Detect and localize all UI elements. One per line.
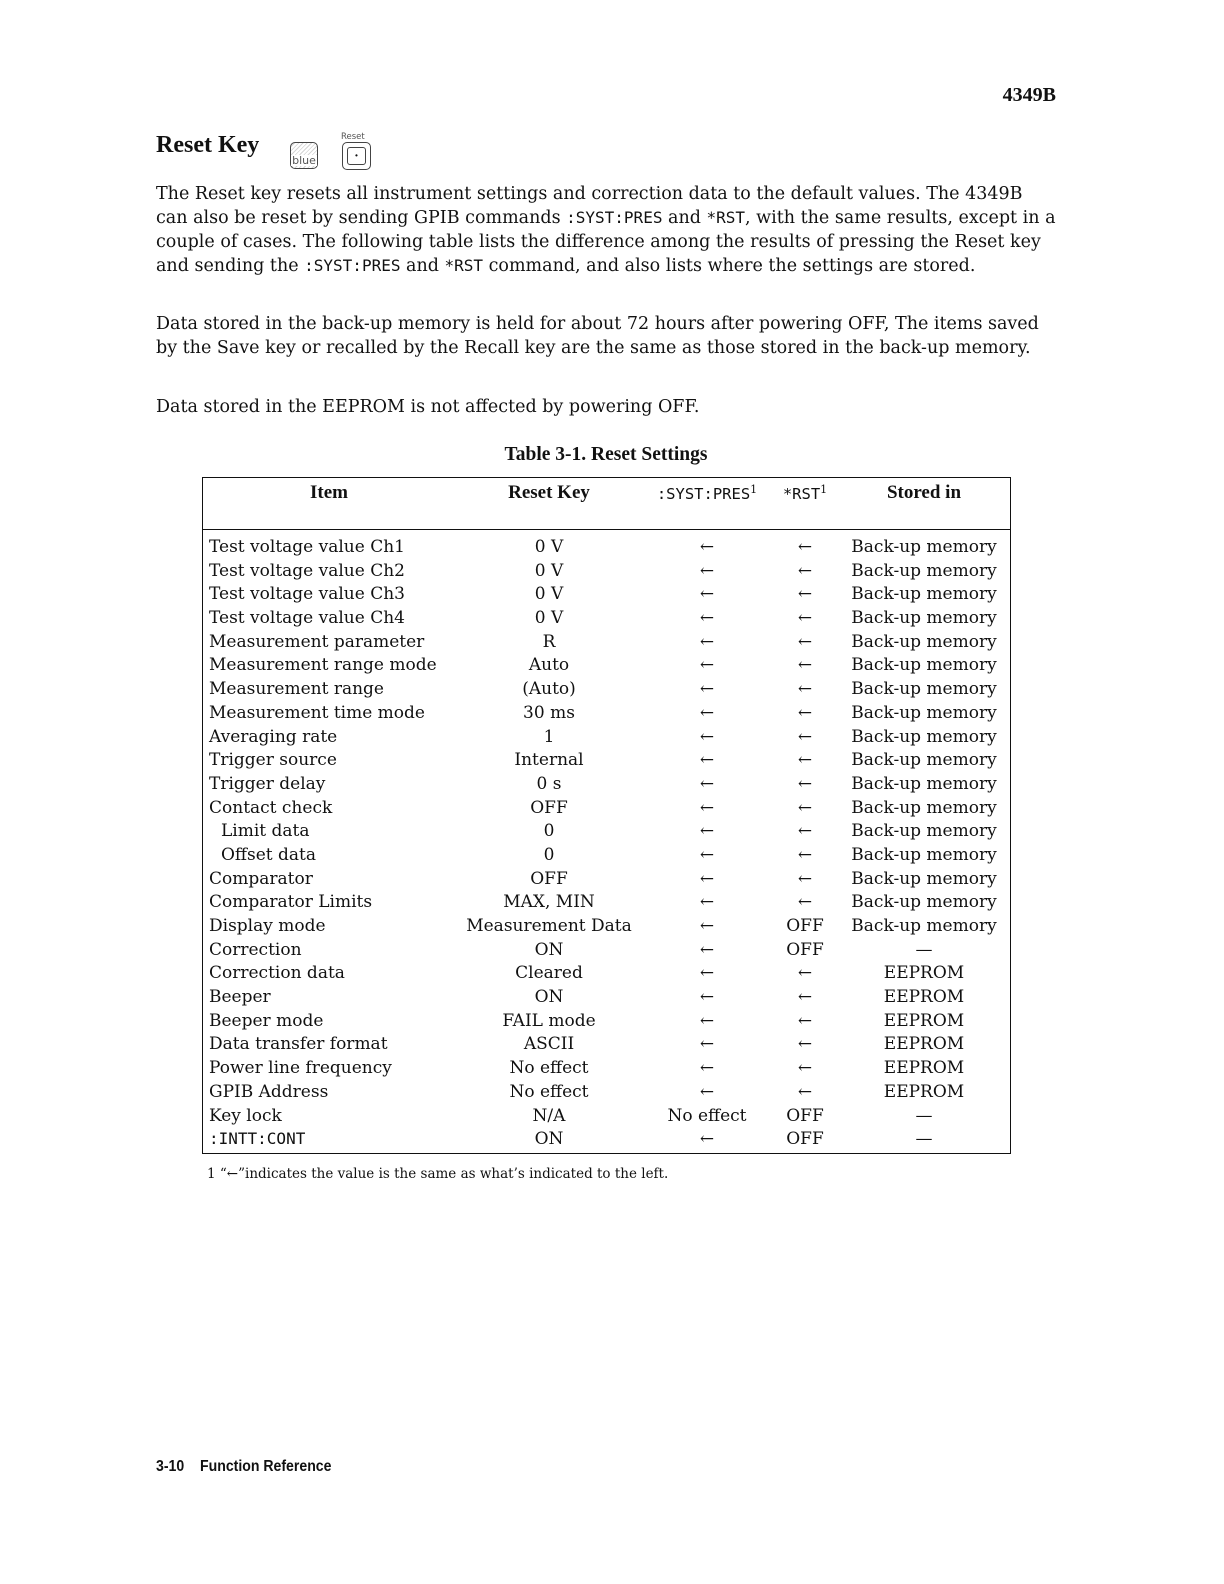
cell-reset-key: 0 s [536, 773, 562, 794]
cell-syst-pres: ← [699, 702, 715, 723]
cell-reset-key: OFF [530, 868, 568, 889]
cell-syst-pres: ← [699, 608, 715, 629]
cell-syst-pres: ← [699, 821, 715, 842]
cell-syst-pres: ← [699, 987, 715, 1008]
cell-syst-pres: ← [699, 750, 715, 771]
header-syst-pres [637, 483, 777, 503]
cell-item: Test voltage value Ch1 [209, 537, 405, 557]
cell-reset-key: No effect [509, 1081, 589, 1102]
table-header-row [203, 478, 1010, 530]
cell-stored-in: EEPROM [883, 1010, 965, 1031]
cell-syst-pres: ← [699, 1081, 715, 1102]
table-row [203, 961, 1010, 985]
cell-item: Test voltage value Ch3 [209, 584, 405, 605]
cell-item: Limit data [221, 821, 310, 842]
cell-stored-in: Back-up memory [851, 916, 997, 936]
cell-stored-in: Back-up memory [851, 537, 997, 557]
table-row [203, 938, 1010, 962]
table-caption: Table 3-1. Reset Settings [504, 444, 708, 465]
cell-stored-in: EEPROM [883, 1081, 965, 1102]
text-run: command, and also lists where the settings are stored. [483, 256, 976, 276]
cell-item: Beeper [209, 987, 271, 1008]
cell-syst-pres: ← [699, 560, 715, 581]
cell-stored-in: Back-up memory [851, 726, 997, 747]
cell-reset-key: ON [534, 1129, 564, 1150]
page-footer [156, 1458, 331, 1476]
cell-reset-key: R [542, 631, 556, 652]
table-row [203, 867, 1010, 891]
cell-syst-pres: ← [699, 868, 715, 889]
cell-syst-pres: ← [699, 1010, 715, 1031]
cell-rst: ← [797, 679, 813, 700]
cell-syst-pres: ← [699, 773, 715, 794]
cell-rst: OFF [786, 916, 824, 936]
cell-rst: ← [797, 584, 813, 605]
cell-stored-in: EEPROM [883, 1034, 965, 1055]
cell-reset-key: 30 ms [523, 702, 575, 723]
table-row [203, 772, 1010, 796]
cell-syst-pres: ← [699, 963, 715, 984]
cell-item: :INTT:CONT [209, 1129, 306, 1149]
table-body [203, 530, 1010, 1153]
cell-stored-in: Back-up memory [851, 797, 997, 818]
table-row [203, 701, 1010, 725]
cell-rst: ← [797, 726, 813, 747]
cell-syst-pres: ← [699, 655, 715, 676]
cell-rst: OFF [786, 1129, 824, 1150]
reset-key-caption: Reset [341, 132, 365, 142]
command-rst: *RST [706, 208, 746, 227]
cell-rst: ← [797, 1058, 813, 1079]
cell-rst: ← [797, 560, 813, 581]
cell-item: Beeper mode [209, 1010, 324, 1031]
cell-reset-key: 0 [543, 821, 555, 842]
cell-rst: ← [797, 537, 813, 557]
cell-stored-in: Back-up memory [851, 702, 997, 723]
cell-reset-key: MAX, MIN [503, 892, 595, 913]
cell-item: Contact check [209, 797, 333, 818]
page-number: 3-10 [156, 1458, 185, 1475]
cell-rst: ← [797, 821, 813, 842]
cell-item: Measurement range mode [209, 655, 437, 676]
cell-rst: ← [797, 702, 813, 723]
cell-reset-key: Cleared [515, 963, 583, 984]
reset-key-icon [342, 142, 371, 170]
table-row [203, 890, 1010, 914]
table-row [203, 1009, 1010, 1033]
table-row [203, 606, 1010, 630]
model-number: 4349B [1002, 84, 1056, 106]
cell-stored-in: — [915, 939, 933, 960]
table-row [203, 748, 1010, 772]
cell-rst: ← [797, 797, 813, 818]
paragraph-eeprom: Data stored in the EEPROM is not affected by powering OFF. [156, 397, 700, 417]
cell-stored-in: Back-up memory [851, 868, 997, 889]
cell-stored-in: Back-up memory [851, 560, 997, 581]
command-rst: *RST [444, 256, 484, 275]
cell-reset-key: 0 [543, 844, 555, 865]
blue-key-label: blue [292, 154, 316, 167]
cell-stored-in: EEPROM [883, 963, 965, 984]
cell-syst-pres: ← [699, 939, 715, 960]
cell-stored-in: Back-up memory [851, 892, 997, 913]
blue-key-icon [290, 142, 318, 169]
cell-stored-in: Back-up memory [851, 608, 997, 629]
table-row [203, 1080, 1010, 1104]
cell-reset-key: OFF [530, 797, 568, 818]
cell-rst: ← [797, 1034, 813, 1055]
cell-item: GPIB Address [209, 1081, 329, 1102]
cell-item: Measurement parameter [209, 631, 425, 652]
command-syst-pres: :SYST:PRES [304, 256, 401, 275]
cell-reset-key: ON [534, 939, 564, 960]
cell-rst: ← [797, 963, 813, 984]
text-run: and [400, 256, 445, 276]
cell-syst-pres: ← [699, 844, 715, 865]
command-syst-pres: :SYST:PRES [566, 208, 663, 227]
cell-syst-pres: ← [699, 1034, 715, 1055]
footer-section: Function Reference [200, 1458, 332, 1475]
cell-reset-key: ASCII [523, 1034, 575, 1055]
paragraph-intro [156, 182, 1056, 278]
table-footnote: 1 “←”indicates the value is the same as what’s indicated to the left. [207, 1166, 669, 1182]
cell-item: Comparator [209, 868, 313, 889]
header-item: Item [310, 482, 348, 503]
cell-reset-key: 0 V [534, 584, 564, 605]
cell-syst-pres: ← [699, 537, 715, 557]
cell-rst: ← [797, 844, 813, 865]
cell-rst: ← [797, 608, 813, 629]
cell-syst-pres: ← [699, 584, 715, 605]
cell-stored-in: Back-up memory [851, 750, 997, 771]
cell-stored-in: — [915, 1105, 933, 1126]
cell-reset-key: 1 [543, 726, 555, 747]
header-syst-pres-text: :SYST:PRES [656, 485, 751, 504]
cell-stored-in: — [915, 1129, 933, 1150]
cell-stored-in: Back-up memory [851, 773, 997, 794]
cell-item: Key lock [209, 1105, 282, 1126]
cell-stored-in: Back-up memory [851, 584, 997, 605]
text-run: , with the same results, except in a couple of cases. The following table lists the difference among the results of pressing the Reset key and sending the [156, 208, 1056, 276]
cell-syst-pres: ← [699, 726, 715, 747]
table-row [203, 796, 1010, 820]
cell-item: Test voltage value Ch2 [209, 560, 405, 581]
cell-syst-pres: ← [699, 916, 715, 936]
paragraph-backup-memory: Data stored in the back-up memory is held for about 72 hours after powering OFF, The items saved by the Save key or recalled by the Recall key are the same as those stored in the back-up memory. [156, 314, 1039, 358]
cell-rst: ← [797, 655, 813, 676]
cell-item: Offset data [221, 844, 317, 865]
table-row [203, 843, 1010, 867]
cell-reset-key: N/A [532, 1105, 566, 1126]
cell-reset-key: ON [534, 987, 564, 1008]
cell-rst: ← [797, 987, 813, 1008]
cell-rst: ← [797, 892, 813, 913]
reset-key-symbol: · [354, 148, 359, 163]
cell-syst-pres: ← [699, 679, 715, 700]
cell-reset-key: FAIL mode [502, 1010, 596, 1031]
table-row [203, 677, 1010, 701]
cell-syst-pres: ← [699, 1058, 715, 1079]
reset-settings-table [202, 477, 1011, 1154]
cell-rst: ← [797, 868, 813, 889]
cell-syst-pres: No effect [667, 1105, 747, 1126]
table-row [203, 582, 1010, 606]
cell-rst: ← [797, 750, 813, 771]
cell-syst-pres: ← [699, 892, 715, 913]
cell-item: Display mode [209, 916, 326, 936]
table-row [203, 725, 1010, 749]
header-rst [765, 483, 845, 503]
text-run: The Reset key resets all instrument settings and correction data to the default values. The 4349B can also be reset by sending GPIB commands [156, 184, 1023, 228]
cell-rst: OFF [786, 939, 824, 960]
cell-syst-pres: ← [699, 631, 715, 652]
cell-rst: ← [797, 1081, 813, 1102]
cell-item: Measurement range [209, 679, 384, 700]
cell-reset-key: Internal [514, 750, 584, 771]
table-row [203, 559, 1010, 583]
cell-item: Data transfer format [209, 1034, 388, 1055]
text-run: and [662, 208, 707, 228]
cell-reset-key: (Auto) [522, 679, 576, 700]
footnote-marker: 1 [820, 483, 828, 496]
table-row [203, 1032, 1010, 1056]
cell-item: Trigger delay [209, 773, 326, 794]
cell-item: Correction [209, 939, 302, 960]
cell-item: Comparator Limits [209, 892, 373, 913]
cell-stored-in: EEPROM [883, 987, 965, 1008]
cell-item: Test voltage value Ch4 [209, 608, 405, 629]
cell-rst: ← [797, 631, 813, 652]
cell-item: Measurement time mode [209, 702, 425, 723]
cell-item: Trigger source [209, 750, 337, 771]
cell-reset-key: 0 V [534, 537, 564, 557]
footnote-marker: 1 [750, 483, 758, 496]
cell-reset-key: No effect [509, 1058, 589, 1079]
cell-item: Power line frequency [209, 1058, 392, 1079]
cell-reset-key: Auto [528, 655, 570, 676]
cell-syst-pres: ← [699, 797, 715, 818]
cell-item: Averaging rate [209, 726, 338, 747]
cell-stored-in: Back-up memory [851, 631, 997, 652]
cell-rst: ← [797, 1010, 813, 1031]
cell-reset-key: 0 V [534, 608, 564, 629]
cell-reset-key: 0 V [534, 560, 564, 581]
table-row [203, 630, 1010, 654]
section-title: Reset Key [156, 132, 260, 158]
table-row [203, 914, 1010, 938]
cell-reset-key: Measurement Data [466, 916, 632, 936]
cell-stored-in: Back-up memory [851, 679, 997, 700]
table-row [203, 985, 1010, 1009]
table-row [203, 535, 1010, 559]
table-row [203, 1104, 1010, 1128]
cell-rst: OFF [786, 1105, 824, 1126]
header-stored-in: Stored in [886, 482, 962, 503]
table-row [203, 1056, 1010, 1080]
cell-stored-in: Back-up memory [851, 844, 997, 865]
header-reset-key: Reset Key [508, 482, 590, 503]
cell-stored-in: Back-up memory [851, 655, 997, 676]
cell-syst-pres: ← [699, 1129, 715, 1150]
cell-stored-in: EEPROM [883, 1058, 965, 1079]
cell-item: Correction data [209, 963, 345, 984]
header-rst-text: *RST [782, 485, 821, 504]
table-row [203, 819, 1010, 843]
cell-stored-in: Back-up memory [851, 821, 997, 842]
cell-rst: ← [797, 773, 813, 794]
table-row [203, 1127, 1010, 1151]
table-row [203, 653, 1010, 677]
